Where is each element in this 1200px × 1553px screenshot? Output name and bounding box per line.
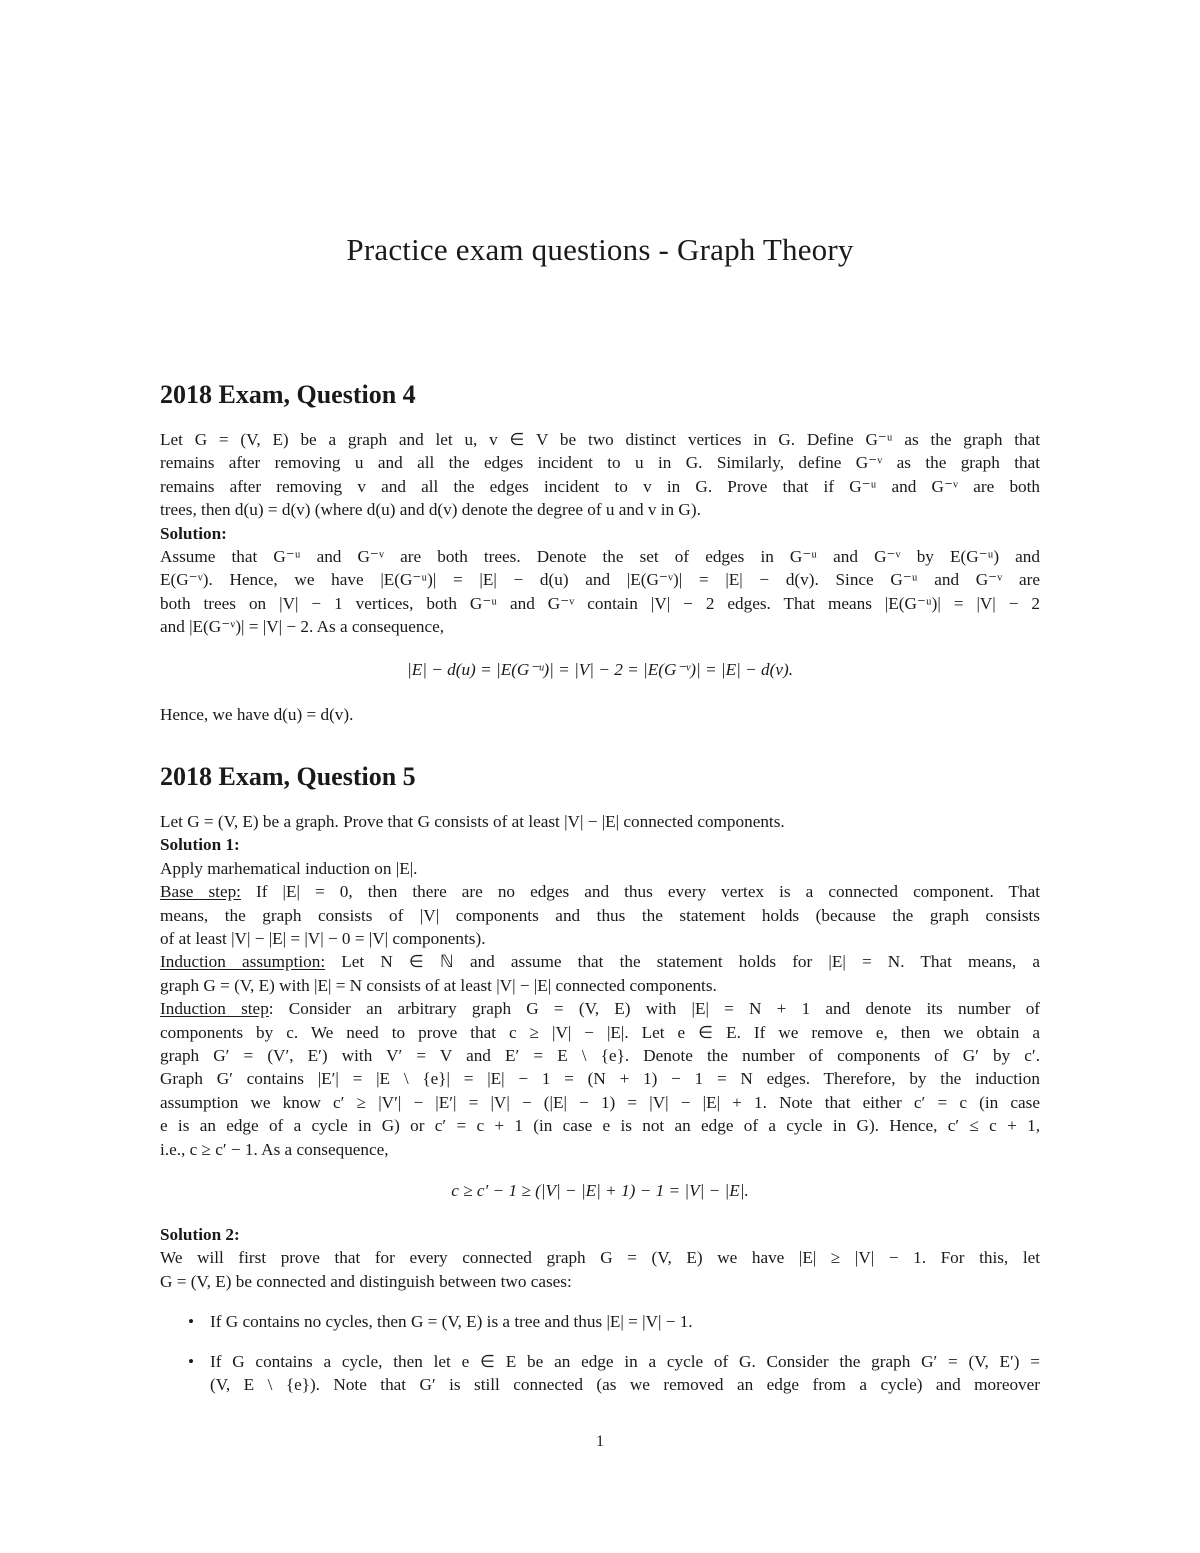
q4-problem-line: trees, then d(u) = d(v) (where d(u) and d(v) denote the degree of u and v in G). (160, 500, 701, 520)
q4-problem-line: remains after removing u and all the edges incident to u in G. Similarly, define G⁻ᵛ as the graph that (160, 453, 1040, 473)
base-step-text: If |E| = 0, then there are no edges and thus every vertex is a connected component. That (240, 882, 1040, 902)
list-item (188, 1310, 1040, 1333)
q5-step-line (160, 997, 1040, 1020)
base-step-label: Base step: (160, 882, 241, 902)
q4-equation: |E| − d(u) = |E(G⁻ᵘ)| = |V| − 2 = |E(G⁻ᵛ)| = |E| − d(v). (407, 660, 793, 679)
q5-solution1-label: Solution 1: (160, 835, 240, 855)
q5-base-line (160, 880, 1040, 903)
q5-solution2-label: Solution 2: (160, 1225, 240, 1244)
bullet-text: If G contains no cycles, then G = (V, E) is a tree and thus |E| = |V| − 1. (210, 1312, 693, 1331)
q4-problem-line: Let G = (V, E) be a graph and let u, v ∈ V be two distinct vertices in G. Define G⁻ᵘ as the graph that (160, 430, 1040, 449)
q5-step-line: components by c. We need to prove that c ≥ |V| − |E|. Let e ∈ E. If we remove e, then we obtain a (160, 1022, 1040, 1042)
q5-step-line: e is an edge of a cycle in G) or c′ = c + 1 (in case e is not an edge of a cycle in G). Hence, c′ ≤ c + 1, (160, 1116, 1040, 1136)
q4-conclusion-line: Hence, we have d(u) = d(v). (160, 705, 354, 724)
induction-step-text: : Consider an arbitrary graph G = (V, E) with |E| = N + 1 and denote its number of (268, 999, 1041, 1019)
bullet-text: If G contains a cycle, then let e ∈ E be an edge in a cycle of G. Consider the graph G′ = (V, E′) = (210, 1352, 1040, 1371)
q5-step-line: graph G′ = (V′, E′) with V′ = V and E′ = E \ {e}. Denote the number of components of G′ by c′. (160, 1046, 1040, 1066)
q5-apply-line: Apply marhematical induction on |E|. (160, 858, 418, 878)
q4-problem-line: remains after removing v and all the edges incident to v in G. Prove that if G⁻ᵘ and G⁻ᵛ are both (160, 476, 1040, 496)
page-title: Practice exam questions - Graph Theory (346, 232, 854, 267)
q5-step-line: assumption we know c′ ≥ |V′| − |E′| = |V| − (|E| − 1) = |V| − |E| + 1. Note that either c′ = c (in case (160, 1092, 1040, 1112)
q5-step-line: Graph G′ contains |E′| = |E \ {e}| = |E| − 1 = (N + 1) − 1 = N edges. Therefore, by the induction (160, 1069, 1040, 1089)
q5-assumption-line (160, 950, 1040, 973)
q4-solution-line: and |E(G⁻ᵛ)| = |V| − 2. As a consequence, (160, 617, 445, 637)
induction-assumption-label: Induction assumption: (160, 952, 326, 972)
q5-base-line: means, the graph consists of |V| components and thus the statement holds (because the graph consists (160, 905, 1040, 925)
q5-solution2 (160, 1223, 1040, 1293)
bullet-icon: • (188, 1312, 195, 1331)
q4-solution-line: E(G⁻ᵛ). Hence, we have |E(G⁻ᵘ)| = |E| − d(u) and |E(G⁻ᵛ)| = |E| − d(v). Since G⁻ᵘ and G⁻ᵛ are (160, 570, 1040, 590)
q4-solution-label: Solution: (160, 523, 227, 543)
q4-solution-line: Assume that G⁻ᵘ and G⁻ᵛ are both trees. Denote the set of edges in G⁻ᵘ and G⁻ᵛ by E(G⁻ᵘ) and (160, 547, 1040, 567)
induction-step-label: Induction step (160, 999, 269, 1019)
q5-solution2-line: We will first prove that for every connected graph G = (V, E) we have |E| ≥ |V| − 1. For this, let (160, 1248, 1040, 1268)
list-item (188, 1350, 1040, 1397)
page-number: 1 (596, 1433, 604, 1450)
bullet-icon: • (188, 1352, 195, 1371)
q4-problem (160, 428, 1040, 639)
q5-heading: 2018 Exam, Question 5 (160, 762, 416, 791)
q5-step-line: i.e., c ≥ c′ − 1. As a consequence, (160, 1139, 389, 1159)
q5-assumption-line: graph G = (V, E) with |E| = N consists of at least |V| − |E| connected components. (160, 975, 717, 995)
q4-heading: 2018 Exam, Question 4 (160, 380, 416, 409)
q4-solution-line: both trees on |V| − 1 vertices, both G⁻ᵘ and G⁻ᵛ contain |V| − 2 edges. That means |E(G⁻ᵘ)| = |V| − 2 (160, 593, 1040, 613)
q5-body (160, 810, 1040, 1161)
q5-base-line: of at least |V| − |E| = |V| − 0 = |V| components). (160, 929, 486, 949)
induction-assumption-text: Let N ∈ ℕ and assume that the statement holds for |E| = N. That means, a (325, 952, 1040, 972)
q5-solution2-line: G = (V, E) be connected and distinguish between two cases: (160, 1271, 572, 1291)
q5-equation: c ≥ c′ − 1 ≥ (|V| − |E| + 1) − 1 = |V| − |E|. (451, 1181, 749, 1200)
bullet-text: (V, E \ {e}). Note that G′ is still connected (as we removed an edge from a cycle) and moreover (210, 1375, 1040, 1395)
q5-problem: Let G = (V, E) be a graph. Prove that G consists of at least |V| − |E| connected components. (160, 812, 785, 831)
q4-conclusion (160, 703, 1040, 726)
